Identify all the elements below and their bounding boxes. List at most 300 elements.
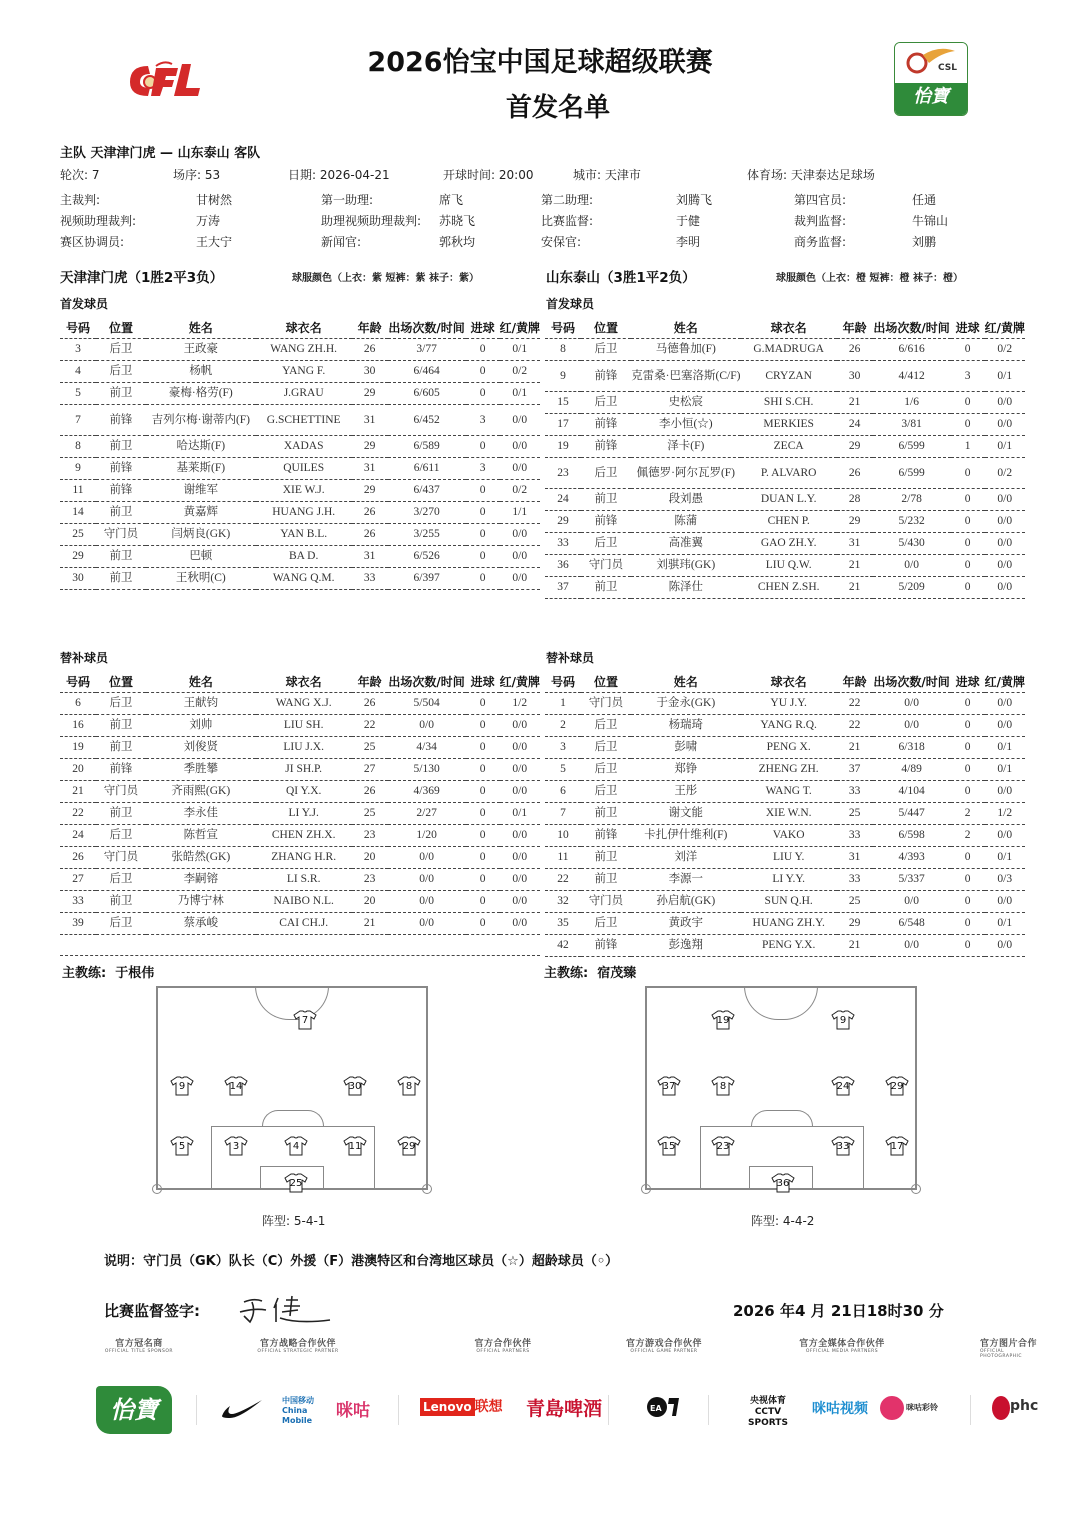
table-cell: 前卫 — [96, 802, 146, 824]
official-label: 新闻官: — [321, 235, 362, 249]
official-label: 第二助理: — [541, 193, 594, 207]
table-cell: G.SCHETTINE — [256, 404, 352, 435]
table-cell: XIE W.N. — [741, 802, 837, 824]
table-cell: LIU Q.W. — [741, 554, 837, 576]
table-cell: 0 — [951, 868, 985, 890]
table-cell: 0 — [951, 413, 985, 435]
table-cell: 35 — [545, 912, 581, 934]
column-header: 号码 — [545, 672, 581, 692]
match-date: 日期: 2026-04-21 — [288, 168, 390, 182]
table-cell: 巴顿 — [146, 545, 256, 567]
shirt-number: 33 — [836, 1141, 850, 1152]
away-coach: 主教练: 宿茂臻 — [544, 966, 637, 981]
away-formation-pitch — [645, 986, 917, 1190]
table-cell: 33 — [837, 868, 873, 890]
table-cell: 前卫 — [581, 846, 631, 868]
table-cell: 1/1 — [500, 501, 540, 523]
table-cell: CHEN Z.SH. — [741, 576, 837, 598]
player-shirt-icon — [397, 1076, 421, 1096]
table-header-row — [60, 672, 540, 692]
column-header: 红/黄牌 — [985, 672, 1025, 692]
column-header: 号码 — [60, 318, 96, 338]
table-cell: XADAS — [256, 435, 352, 457]
table-cell: 29 — [837, 510, 873, 532]
official-name: 万涛 — [196, 214, 221, 228]
table-cell: HUANG ZH.Y. — [741, 912, 837, 934]
table-cell: 16 — [60, 714, 96, 736]
table-cell: 6/526 — [388, 545, 466, 567]
table-cell: 后卫 — [581, 457, 631, 488]
table-cell: 0/0 — [985, 576, 1025, 598]
column-header: 进球 — [951, 672, 985, 692]
table-row — [60, 780, 540, 802]
table-cell: 前锋 — [581, 934, 631, 956]
table-cell: 15 — [545, 391, 581, 413]
table-cell: 29 — [545, 510, 581, 532]
table-cell: 5/130 — [388, 758, 466, 780]
table-cell: 0 — [951, 934, 985, 956]
table-cell: 0/0 — [500, 780, 540, 802]
column-header: 年龄 — [352, 672, 388, 692]
away-subs-label: 替补球员 — [546, 651, 595, 665]
table-row — [60, 802, 540, 824]
table-cell: 26 — [352, 338, 388, 360]
table-cell: 0 — [466, 523, 500, 545]
table-cell: 0/0 — [500, 545, 540, 567]
table-cell: 谢维军 — [146, 479, 256, 501]
table-cell: 0/2 — [985, 338, 1025, 360]
table-cell: 0/1 — [985, 912, 1025, 934]
official-name: 于健 — [676, 214, 701, 228]
table-cell: 郑铮 — [631, 758, 741, 780]
sponsor-logo-phc-icon — [992, 1396, 1010, 1420]
table-cell: 25 — [60, 523, 96, 545]
table-cell: 25 — [352, 736, 388, 758]
official-name: 刘鹏 — [912, 235, 937, 249]
table-cell: 19 — [545, 435, 581, 457]
table-cell: 黄政宇 — [631, 912, 741, 934]
shirt-number: 8 — [719, 1081, 727, 1092]
sponsor-header-game: 官方游戏合作伙伴 OFFICIAL GAME PARTNER — [625, 1339, 702, 1354]
table-cell: 史松宸 — [631, 391, 741, 413]
table-cell: 段刘愚 — [631, 488, 741, 510]
table-row — [60, 824, 540, 846]
official-label: 安保官: — [541, 235, 582, 249]
table-cell: 后卫 — [96, 912, 146, 934]
table-cell: 0/1 — [985, 435, 1025, 457]
table-cell: 守门员 — [96, 523, 146, 545]
kickoff-time: 开球时间: 20:00 — [443, 168, 534, 182]
table-cell: 0/1 — [985, 758, 1025, 780]
shirt-number: 17 — [890, 1141, 904, 1152]
player-shirt-icon — [293, 1010, 317, 1030]
table-cell: 0 — [466, 567, 500, 589]
sponsor-logo-nike — [220, 1396, 264, 1424]
table-row — [60, 457, 540, 479]
table-row — [545, 824, 1025, 846]
table-cell: 21 — [837, 934, 873, 956]
table-cell: 3/270 — [388, 501, 466, 523]
table-cell: YAN B.L. — [256, 523, 352, 545]
column-header: 姓名 — [631, 672, 741, 692]
table-cell: 3/81 — [873, 413, 951, 435]
player-shirt-icon — [831, 1010, 855, 1030]
table-cell: 0 — [466, 479, 500, 501]
divider — [970, 1395, 971, 1425]
table-cell: 0/0 — [500, 714, 540, 736]
table-cell: 10 — [545, 824, 581, 846]
table-cell: 0 — [466, 501, 500, 523]
table-cell: 6 — [545, 780, 581, 802]
table-cell: 0 — [466, 890, 500, 912]
table-cell: 21 — [837, 576, 873, 598]
table-cell: 0 — [466, 868, 500, 890]
table-cell: 6/589 — [388, 435, 466, 457]
table-cell: 0/3 — [985, 868, 1025, 890]
table-cell: 0/0 — [873, 890, 951, 912]
shirt-number: 8 — [405, 1081, 413, 1092]
table-cell: 21 — [837, 391, 873, 413]
table-row — [545, 576, 1025, 598]
table-cell: 33 — [837, 824, 873, 846]
divider — [398, 1395, 399, 1425]
table-row — [545, 912, 1025, 934]
table-cell: 22 — [60, 802, 96, 824]
table-cell: 0 — [466, 802, 500, 824]
table-cell: 前锋 — [96, 479, 146, 501]
table-cell: 1/2 — [985, 802, 1025, 824]
table-cell: YU J.Y. — [741, 692, 837, 714]
away-starters-table — [545, 318, 1025, 599]
sponsor-logo-migu-video: 咪咕视频 — [812, 1401, 868, 1417]
table-cell: QI Y.X. — [256, 780, 352, 802]
table-cell: 吉列尔梅·谢蒂内(F) — [146, 404, 256, 435]
player-shirt-icon — [831, 1076, 855, 1096]
table-cell: CHEN P. — [741, 510, 837, 532]
official-name: 席飞 — [439, 193, 464, 207]
table-cell: 7 — [545, 802, 581, 824]
official-name: 苏晓飞 — [439, 214, 476, 228]
table-cell: 0/1 — [985, 846, 1025, 868]
table-cell: 黄嘉辉 — [146, 501, 256, 523]
table-row — [545, 391, 1025, 413]
table-cell: 前锋 — [581, 360, 631, 391]
table-cell: 0 — [951, 510, 985, 532]
table-cell: 6/616 — [873, 338, 951, 360]
table-cell: 19 — [60, 736, 96, 758]
table-cell: 6/437 — [388, 479, 466, 501]
table-cell: 3 — [466, 404, 500, 435]
shirt-number: 14 — [229, 1081, 243, 1092]
table-cell: 36 — [545, 554, 581, 576]
shirt-number: 37 — [662, 1081, 676, 1092]
table-cell: 后卫 — [96, 360, 146, 382]
official-name: 牛锦山 — [912, 214, 949, 228]
table-cell: 0 — [951, 576, 985, 598]
table-cell: WANG ZH.H. — [256, 338, 352, 360]
table-cell: 1 — [545, 692, 581, 714]
home-subs-label: 替补球员 — [60, 651, 109, 665]
table-cell: 29 — [60, 545, 96, 567]
table-row — [545, 868, 1025, 890]
table-cell: 乃博宁林 — [146, 890, 256, 912]
column-header: 球衣名 — [256, 318, 352, 338]
shirt-number: 9 — [178, 1081, 186, 1092]
table-cell: WANG X.J. — [256, 692, 352, 714]
table-cell: 0/0 — [388, 868, 466, 890]
table-row — [545, 714, 1025, 736]
table-cell: 后卫 — [581, 338, 631, 360]
player-shirt-icon — [771, 1173, 795, 1193]
table-cell: 彭啸 — [631, 736, 741, 758]
table-cell: 0/2 — [500, 479, 540, 501]
sponsor-logo-tsingtao: 青島啤酒 — [526, 1398, 603, 1420]
column-header: 号码 — [545, 318, 581, 338]
table-cell: 前卫 — [96, 435, 146, 457]
table-row — [545, 758, 1025, 780]
table-cell: 0/1 — [500, 802, 540, 824]
player-shirt-icon — [831, 1136, 855, 1156]
table-cell: 0 — [466, 758, 500, 780]
column-header: 球衣名 — [741, 318, 837, 338]
away-subs-table — [545, 672, 1025, 957]
table-cell: 杨帆 — [146, 360, 256, 382]
column-header: 球衣名 — [741, 672, 837, 692]
away-starters-label: 首发球员 — [546, 297, 595, 311]
table-cell: 8 — [545, 338, 581, 360]
divider — [608, 1395, 609, 1425]
table-row — [545, 846, 1025, 868]
table-cell: YANG R.Q. — [741, 714, 837, 736]
column-header: 进球 — [466, 318, 500, 338]
table-cell: 4/393 — [873, 846, 951, 868]
table-cell: 6/397 — [388, 567, 466, 589]
table-cell: G.MADRUGA — [741, 338, 837, 360]
table-cell: 李嗣镕 — [146, 868, 256, 890]
table-cell: 30 — [60, 567, 96, 589]
player-shirt-icon — [343, 1076, 367, 1096]
table-cell: 6/318 — [873, 736, 951, 758]
table-cell: 彭逸翔 — [631, 934, 741, 956]
table-cell: 4/369 — [388, 780, 466, 802]
table-cell: 陈泽仕 — [631, 576, 741, 598]
table-cell: 0/2 — [500, 360, 540, 382]
table-cell: 30 — [837, 360, 873, 391]
sponsor-header-title: 官方冠名商 OFFICIAL TITLE SPONSOR — [104, 1339, 174, 1354]
table-cell: 0/0 — [873, 692, 951, 714]
table-cell: 李永佳 — [146, 802, 256, 824]
table-cell: 0 — [951, 714, 985, 736]
table-cell: 21 — [837, 736, 873, 758]
table-cell: 24 — [545, 488, 581, 510]
table-cell: 6/598 — [873, 824, 951, 846]
shirt-number: 25 — [289, 1178, 303, 1189]
column-header: 红/黄牌 — [500, 672, 540, 692]
table-cell: 0/0 — [388, 714, 466, 736]
table-cell: ZHANG H.R. — [256, 846, 352, 868]
table-cell: 0 — [466, 824, 500, 846]
table-row — [60, 758, 540, 780]
table-cell: 20 — [352, 890, 388, 912]
player-shirt-icon — [170, 1076, 194, 1096]
table-row — [545, 934, 1025, 956]
table-cell: 后卫 — [581, 391, 631, 413]
shirt-number: 4 — [292, 1141, 300, 1152]
table-cell: 0/0 — [500, 567, 540, 589]
table-cell: 王献钧 — [146, 692, 256, 714]
table-cell: 0/1 — [500, 338, 540, 360]
player-shirt-icon — [224, 1076, 248, 1096]
player-shirt-icon — [170, 1136, 194, 1156]
table-cell: 29 — [837, 912, 873, 934]
table-cell: 2/78 — [873, 488, 951, 510]
table-cell: 0/0 — [500, 736, 540, 758]
table-cell: 0/0 — [500, 824, 540, 846]
column-header: 姓名 — [631, 318, 741, 338]
table-cell: 后卫 — [96, 868, 146, 890]
home-kit-colors: 球服颜色（上衣：紫 短裤：紫 袜子：紫） — [292, 273, 479, 284]
table-row — [60, 846, 540, 868]
column-header: 球衣名 — [256, 672, 352, 692]
player-shirt-icon — [711, 1076, 735, 1096]
table-cell: 0/0 — [388, 846, 466, 868]
table-cell: PENG X. — [741, 736, 837, 758]
sponsor-logo-cbest: 怡寶 — [96, 1386, 172, 1434]
table-cell: 25 — [837, 802, 873, 824]
table-header-row — [60, 318, 540, 338]
table-cell: 前锋 — [96, 758, 146, 780]
table-cell: 33 — [545, 532, 581, 554]
table-cell: 9 — [60, 457, 96, 479]
table-cell: YANG F. — [256, 360, 352, 382]
home-starters-table — [60, 318, 540, 590]
table-cell: VAKO — [741, 824, 837, 846]
table-cell: 后卫 — [581, 714, 631, 736]
table-cell: 0/0 — [500, 404, 540, 435]
table-cell: 6/605 — [388, 382, 466, 404]
table-cell: 0/1 — [985, 360, 1025, 391]
sponsor-logo-migu-ring: 咪咕彩铃 — [906, 1403, 938, 1412]
table-row — [60, 890, 540, 912]
column-header: 姓名 — [146, 672, 256, 692]
stadium: 体育场: 天津泰达足球场 — [747, 168, 875, 182]
table-cell: P. ALVARO — [741, 457, 837, 488]
official-label: 比赛监督: — [541, 214, 594, 228]
table-cell: 0/0 — [985, 890, 1025, 912]
table-cell: 于金永(GK) — [631, 692, 741, 714]
table-cell: 6/464 — [388, 360, 466, 382]
player-shirt-icon — [397, 1136, 421, 1156]
column-header: 红/黄牌 — [985, 318, 1025, 338]
table-cell: 张皓然(GK) — [146, 846, 256, 868]
player-shirt-icon — [657, 1136, 681, 1156]
table-cell: 前卫 — [581, 488, 631, 510]
table-cell: 5/504 — [388, 692, 466, 714]
table-cell: 27 — [352, 758, 388, 780]
table-cell: 基莱斯(F) — [146, 457, 256, 479]
table-cell: 刘俊贤 — [146, 736, 256, 758]
table-cell: JI SH.P. — [256, 758, 352, 780]
sponsor-logo-china-mobile: 中国移动 China Mobile — [282, 1396, 314, 1425]
table-cell: 0/0 — [388, 912, 466, 934]
table-cell: 0/0 — [985, 413, 1025, 435]
table-row — [60, 692, 540, 714]
table-cell: 23 — [545, 457, 581, 488]
table-cell: 杨瑞琦 — [631, 714, 741, 736]
table-cell: 守门员 — [581, 692, 631, 714]
signature-datetime: 2026 年4 月 21日18时30 分 — [733, 1302, 944, 1320]
table-row — [545, 435, 1025, 457]
table-cell: 4/34 — [388, 736, 466, 758]
shirt-number: 29 — [402, 1141, 416, 1152]
table-cell: 5/447 — [873, 802, 951, 824]
table-row — [60, 868, 540, 890]
table-cell: ZHENG ZH. — [741, 758, 837, 780]
sponsor-logo-migu-ring-icon — [880, 1396, 904, 1420]
signature-handwriting — [238, 1294, 334, 1330]
official-name: 刘腾飞 — [676, 193, 713, 207]
table-cell: 26 — [837, 457, 873, 488]
table-cell: WANG T. — [741, 780, 837, 802]
home-starters-label: 首发球员 — [60, 297, 109, 311]
table-row — [60, 545, 540, 567]
sponsor-logo-ea-fc — [646, 1394, 680, 1425]
column-header: 位置 — [581, 672, 631, 692]
table-row — [545, 802, 1025, 824]
table-cell: 前卫 — [96, 736, 146, 758]
table-row — [545, 510, 1025, 532]
document-title: 首发名单 — [505, 93, 610, 123]
table-cell: 5/430 — [873, 532, 951, 554]
table-cell: 前卫 — [96, 545, 146, 567]
table-cell: 29 — [837, 435, 873, 457]
table-cell: 闫炳良(GK) — [146, 523, 256, 545]
table-cell: 0/0 — [985, 714, 1025, 736]
column-header: 进球 — [951, 318, 985, 338]
column-header: 号码 — [60, 672, 96, 692]
sponsor-header-partners: 官方合作伙伴 OFFICIAL PARTNERS — [474, 1339, 532, 1354]
player-shirt-icon — [284, 1136, 308, 1156]
table-cell: 0 — [466, 714, 500, 736]
table-cell: 23 — [352, 868, 388, 890]
table-cell: 20 — [352, 846, 388, 868]
table-cell: 0/0 — [873, 714, 951, 736]
column-header: 位置 — [96, 672, 146, 692]
table-cell: 0/0 — [985, 391, 1025, 413]
table-cell: QUILES — [256, 457, 352, 479]
table-row — [60, 435, 540, 457]
table-cell: 泽卡(F) — [631, 435, 741, 457]
sponsor-header-media: 官方全媒体合作伙伴 OFFICIAL MEDIA PARTNERS — [799, 1339, 885, 1354]
table-cell: 29 — [352, 435, 388, 457]
table-cell: 0 — [466, 736, 500, 758]
table-cell: 0 — [951, 338, 985, 360]
table-cell: 守门员 — [96, 780, 146, 802]
away-kit-colors: 球服颜色（上衣：橙 短裤：橙 袜子：橙） — [776, 273, 963, 284]
away-team-title: 山东泰山（3胜1平2负） — [546, 270, 696, 286]
table-cell: 33 — [837, 780, 873, 802]
table-cell: 27 — [60, 868, 96, 890]
table-cell: 前锋 — [581, 824, 631, 846]
table-cell: 2/27 — [388, 802, 466, 824]
table-cell: 3 — [466, 457, 500, 479]
matchup: 主队 天津津门虎 — 山东泰山 客队 — [60, 146, 261, 161]
table-cell: 29 — [352, 382, 388, 404]
table-cell: WANG Q.M. — [256, 567, 352, 589]
table-cell: 21 — [837, 554, 873, 576]
player-shirt-icon — [224, 1136, 248, 1156]
table-cell: 1/2 — [500, 692, 540, 714]
